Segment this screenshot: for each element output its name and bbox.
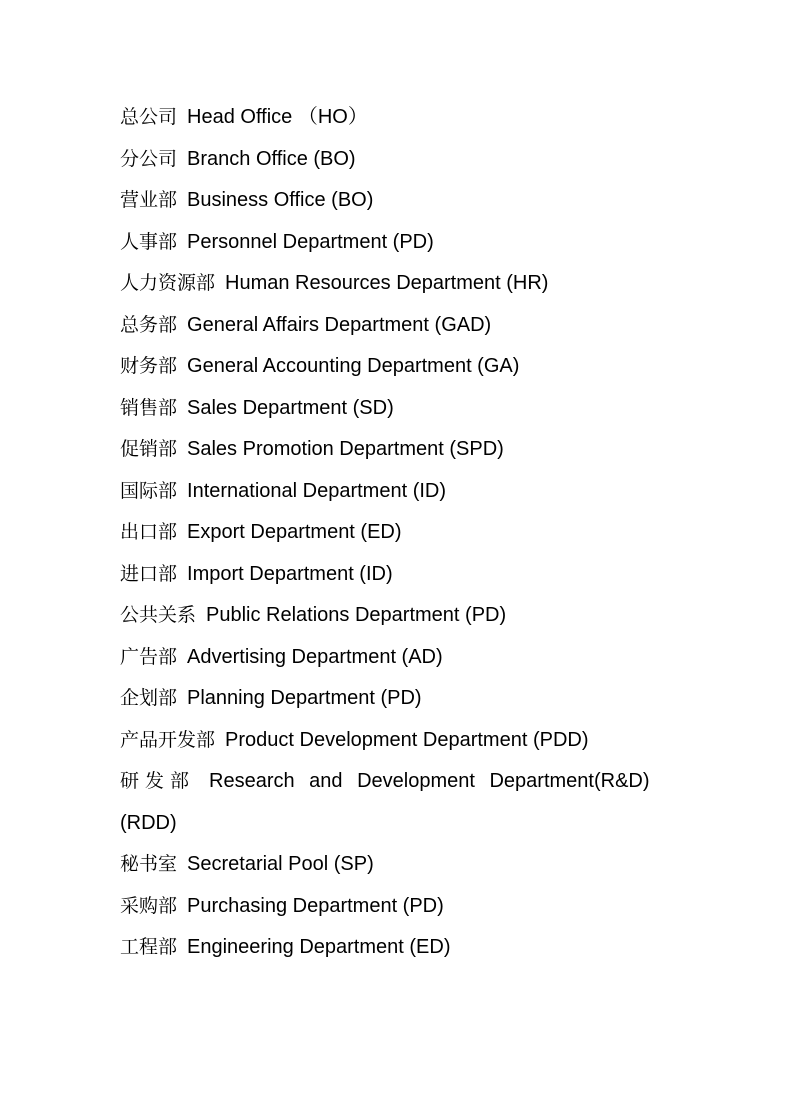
english-term: Product Development Department (PDD) [225,728,589,751]
english-term-continuation: (RDD) [120,811,177,834]
list-item [120,139,680,181]
english-term: Export Department (ED) [187,521,402,543]
english-term: Sales Promotion Department (SPD) [187,438,504,460]
list-item [120,429,680,471]
chinese-term: 工程部 [120,936,178,958]
chinese-term: 促销部 [120,438,178,460]
english-term: Personnel Department (PD) [187,230,434,253]
chinese-term: 营业部 [120,189,178,211]
chinese-term: 公共关系 [120,604,197,626]
list-item [120,554,680,596]
english-term: International Department (ID) [187,479,447,502]
english-term: Public Relations Department (PD) [206,604,507,626]
list-item [120,305,680,347]
list-item [120,180,680,222]
chinese-term: 出口部 [120,521,178,543]
english-term: General Accounting Department (GA) [187,355,520,377]
list-item [120,512,680,554]
department-term-list [120,97,680,969]
list-item [120,222,680,264]
list-item [120,595,680,637]
list-item [120,637,680,679]
english-term: Planning Department (PD) [187,687,422,709]
chinese-term: 进口部 [120,562,178,585]
list-item [120,886,680,928]
chinese-term: 财务部 [120,355,178,377]
english-term: Head Office （HO） [187,106,368,128]
english-term: Engineering Department (ED) [187,936,451,958]
chinese-term: 人力资源部 [120,272,216,294]
list-item [120,844,680,886]
english-term: Branch Office (BO) [187,147,356,170]
list-item [120,263,680,305]
list-item [120,388,680,430]
list-item [120,927,680,969]
chinese-term: 研发部 [120,770,196,792]
chinese-term: 分公司 [120,147,178,170]
chinese-term: 企划部 [120,687,178,709]
english-term: Sales Department (SD) [187,396,394,419]
english-term: Purchasing Department (PD) [187,894,444,917]
english-term: Research and Development Department(R&D) [209,770,650,792]
english-term: Business Office (BO) [187,189,374,211]
chinese-term: 广告部 [120,645,178,668]
list-item [120,346,680,388]
chinese-term: 总务部 [120,313,178,336]
chinese-term: 秘书室 [120,853,178,875]
chinese-term: 销售部 [120,396,178,419]
english-term: General Affairs Department (GAD) [187,313,492,336]
english-term: Human Resources Department (HR) [225,272,549,294]
list-item [120,97,680,139]
list-item [120,471,680,513]
english-term: Secretarial Pool (SP) [187,853,374,875]
chinese-term: 国际部 [120,479,178,502]
english-term: Advertising Department (AD) [187,645,443,668]
chinese-term: 采购部 [120,894,178,917]
list-item-continuation [120,803,680,845]
list-item [120,720,680,762]
chinese-term: 产品开发部 [120,728,216,751]
list-item [120,761,672,803]
english-term: Import Department (ID) [187,562,393,585]
chinese-term: 总公司 [120,106,178,128]
chinese-term: 人事部 [120,230,178,253]
list-item [120,678,680,720]
